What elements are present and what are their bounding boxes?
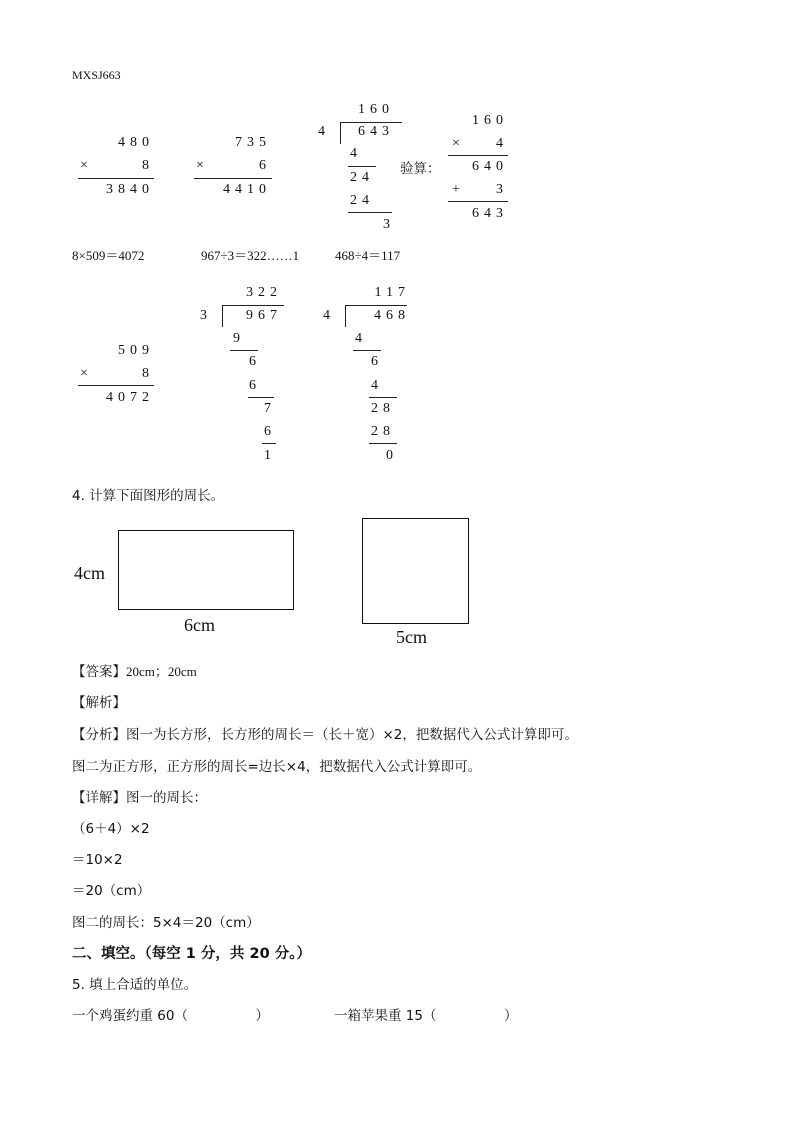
multiplier: 8 bbox=[142, 366, 154, 381]
square-side-label: 5cm bbox=[396, 627, 427, 647]
fig2-result: 图二的周长：5×4＝20（cm） bbox=[72, 915, 260, 931]
step-3: 6 bbox=[249, 378, 256, 393]
step-line bbox=[348, 166, 376, 167]
division-bar bbox=[345, 305, 407, 306]
analysis-line-1 bbox=[72, 723, 578, 743]
step-5: 28 bbox=[371, 424, 395, 439]
division-bar bbox=[340, 122, 402, 123]
verify-result: 643 bbox=[472, 206, 508, 221]
multiplier: 8 bbox=[142, 158, 154, 173]
verify-label: 验算： bbox=[400, 161, 441, 177]
question-4-title: 4. 计算下面图形的周长。 bbox=[72, 488, 225, 504]
step-3: 24 bbox=[350, 193, 374, 208]
step-1: 9 bbox=[233, 331, 240, 346]
dividend: 967 bbox=[246, 308, 282, 323]
division-bar bbox=[222, 305, 284, 306]
result-line bbox=[194, 178, 272, 179]
detail-head: 图一的周长： bbox=[126, 790, 207, 806]
answer-value: 20cm；20cm bbox=[126, 664, 197, 679]
step-1: （6＋4）×2 bbox=[72, 821, 150, 837]
step-line bbox=[369, 443, 397, 444]
step-2: 6 bbox=[249, 354, 256, 369]
times-sign: × bbox=[452, 136, 460, 151]
analysis-line-2: 图二为正方形，正方形的周长=边长×4，把数据代入公式计算即可。 bbox=[72, 759, 482, 775]
fenxi-text-1: 图一为长方形，长方形的周长＝（长＋宽）×2，把数据代入公式计算即可。 bbox=[126, 727, 578, 743]
times-sign: × bbox=[80, 158, 88, 173]
step-line bbox=[230, 350, 258, 351]
fill-blank-2: 一箱苹果重 15（ ） bbox=[334, 1008, 518, 1024]
result-line bbox=[78, 385, 154, 386]
step-2: 24 bbox=[350, 170, 374, 185]
product: 3840 bbox=[106, 182, 154, 197]
product: 4410 bbox=[223, 182, 271, 197]
step-line bbox=[348, 212, 392, 213]
result-equation-2: 967÷3＝322……1 bbox=[201, 248, 300, 263]
section-2-heading: 二、填空。（每空 1 分，共 20 分。） bbox=[72, 946, 311, 962]
remainder: 3 bbox=[383, 217, 390, 232]
detail-line bbox=[72, 786, 207, 806]
step-1: 4 bbox=[355, 331, 362, 346]
dividend: 468 bbox=[374, 308, 410, 323]
result-line bbox=[448, 155, 508, 156]
multiplicand: 735 bbox=[235, 135, 271, 150]
step-4: 7 bbox=[264, 401, 271, 416]
step-line bbox=[248, 397, 274, 398]
divisor: 4 bbox=[318, 124, 325, 139]
remainder: 1 bbox=[264, 448, 271, 463]
question-5-title: 5. 填上合适的单位。 bbox=[72, 977, 198, 993]
quotient: 117 bbox=[374, 285, 410, 300]
multiplicand: 509 bbox=[118, 343, 154, 358]
times-sign: × bbox=[80, 366, 88, 381]
result-line bbox=[448, 201, 508, 202]
remainder: 0 bbox=[386, 448, 393, 463]
rect-height-label: 4cm bbox=[74, 563, 105, 583]
verify-addend: 3 bbox=[496, 182, 508, 197]
fenxi-tag: 【分析】 bbox=[72, 727, 126, 743]
division-bracket bbox=[340, 122, 341, 144]
answer-tag: 【答案】 bbox=[72, 664, 126, 680]
divisor: 3 bbox=[200, 308, 207, 323]
result-equation-3: 468÷4＝117 bbox=[335, 248, 401, 263]
step-line bbox=[369, 397, 397, 398]
times-sign: × bbox=[196, 158, 204, 173]
multiplicand: 480 bbox=[118, 135, 154, 150]
verify-multiplier: 4 bbox=[496, 136, 508, 151]
step-3: ＝20（cm） bbox=[72, 883, 151, 899]
dividend: 643 bbox=[358, 124, 394, 139]
step-1: 4 bbox=[350, 146, 357, 161]
document-code: MXSJ663 bbox=[72, 68, 121, 82]
verify-multiplicand: 160 bbox=[472, 113, 508, 128]
rectangle-figure bbox=[118, 530, 294, 610]
analysis-tag: 【解析】 bbox=[72, 695, 126, 711]
step-2: ＝10×2 bbox=[72, 852, 123, 868]
verify-product: 640 bbox=[472, 159, 508, 174]
divisor: 4 bbox=[323, 308, 330, 323]
detail-tag: 【详解】 bbox=[72, 790, 126, 806]
result-line bbox=[78, 178, 154, 179]
square-figure bbox=[362, 518, 469, 624]
answer-line bbox=[72, 660, 197, 680]
multiplier: 6 bbox=[259, 158, 271, 173]
step-3: 4 bbox=[371, 378, 378, 393]
result-equation-1: 8×509＝4072 bbox=[72, 248, 145, 263]
division-bracket bbox=[345, 305, 346, 327]
step-5: 6 bbox=[264, 424, 271, 439]
division-bracket bbox=[222, 305, 223, 327]
rect-width-label: 6cm bbox=[184, 615, 215, 635]
quotient: 322 bbox=[246, 285, 282, 300]
plus-sign: + bbox=[452, 182, 460, 197]
step-2: 6 bbox=[371, 354, 378, 369]
step-line bbox=[262, 443, 276, 444]
step-line bbox=[353, 350, 381, 351]
step-4: 28 bbox=[371, 401, 395, 416]
fill-blank-1: 一个鸡蛋约重 60（ ） bbox=[72, 1008, 269, 1024]
product: 4072 bbox=[106, 390, 154, 405]
quotient: 160 bbox=[358, 102, 394, 117]
